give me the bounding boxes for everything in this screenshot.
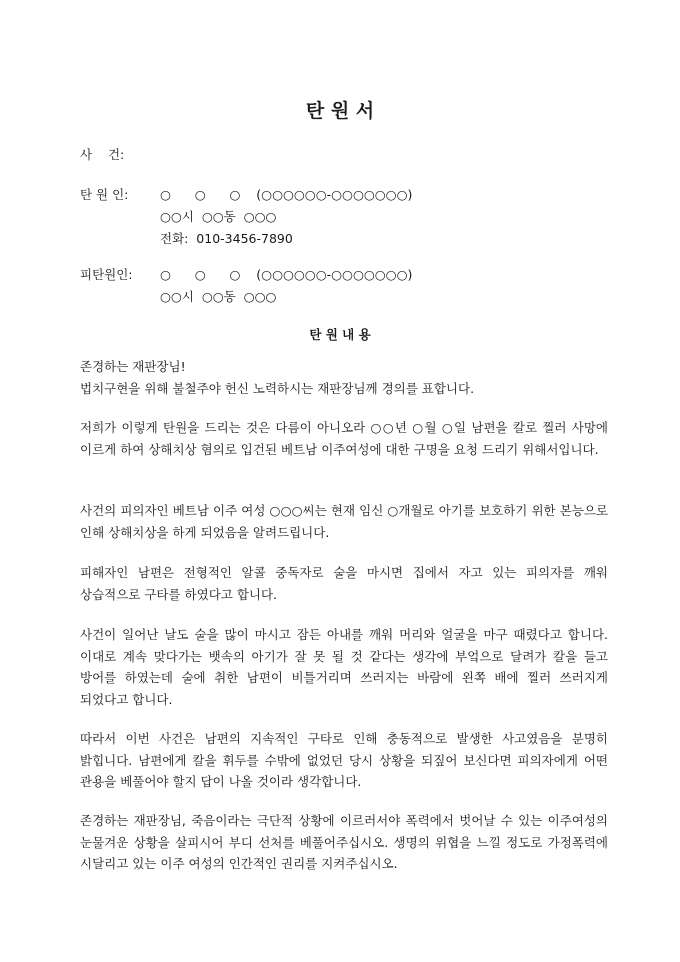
respondent-label: 피탄원인: bbox=[80, 267, 133, 282]
petitioner-phone: 전화: 010-3456-7890 bbox=[160, 231, 293, 246]
petitioner-address: ○○시 ○○동 ○○○ bbox=[160, 209, 277, 224]
case-row bbox=[80, 145, 160, 163]
petitioner-name: ○ ○ ○ (○○○○○○-○○○○○○○) bbox=[160, 187, 413, 202]
respondent-row bbox=[80, 265, 412, 283]
paragraph-purpose: 저희가 이렇게 탄원을 드리는 것은 다름이 아니오라 ○○년 ○월 ○일 남편을 칼로 찔러 사망에 이르게 하여 상해치상 혐의로 입건된 베트남 이주여성에 대한 구명을 요청 드리기 위해서입니다. bbox=[80, 420, 608, 457]
paragraph-appeal: 존경하는 재판장님, 죽음이라는 극단적 상황에 이르러서야 폭력에서 벗어날 수 있는 이주여성의 눈물겨운 상황을 살피시어 부디 선처를 베풀어주십시오. 생명의 위협을 느낄 정도로 가정폭력에 시달리고 있는 이주 여성의 인간적인 권리를 지켜주십시오. bbox=[80, 813, 608, 871]
respondent-address: ○○시 ○○동 ○○○ bbox=[160, 289, 277, 304]
paragraph-conclusion: 따라서 이번 사건은 남편의 지속적인 구타로 인해 충동적으로 발생한 사고였음을 분명히 밝힙니다. 남편에게 칼을 휘두를 수밖에 없었던 당시 상황을 되짚어 보신다면 피의자에게 어떤 관용을 베풀어야 할지 답이 나올 것이라 생각합니다. bbox=[80, 731, 608, 789]
document-title: 탄 원 서 bbox=[305, 100, 375, 122]
section-title: 탄 원 내 용 bbox=[309, 327, 371, 342]
case-label: 사 건: bbox=[80, 147, 125, 162]
paragraph-suspect: 사건의 피의자인 베트남 이주 여성 ○○○씨는 현재 임신 ○개월로 아기를 보호하기 위한 본능으로 인해 상해치상을 하게 되었음을 알려드립니다. bbox=[80, 503, 608, 540]
petitioner-row bbox=[80, 185, 412, 203]
paragraph-incident: 사건이 일어난 날도 술을 많이 마시고 잠든 아내를 깨워 머리와 얼굴을 마구 때렸다고 합니다. 이대로 계속 맞다가는 뱃속의 아기가 잘 못 될 것 같다는 생각에 부엌으로 달려가 칼을 들고 방어를 하였는데 술에 취한 남편이 비틀거리며 쓰러지는 바람에 왼쪽 배에 찔러 쓰러지게 되었다고 합니다. bbox=[80, 627, 608, 707]
paragraph-victim: 피해자인 남편은 전형적인 알콜 중독자로 술을 마시면 집에서 자고 있는 피의자를 깨워 상습적으로 구타를 하였다고 합니다. bbox=[80, 565, 608, 602]
respondent-name: ○ ○ ○ (○○○○○○-○○○○○○○) bbox=[160, 267, 413, 282]
paragraph-greeting: 존경하는 재판장님! 법치구현을 위해 불철주야 헌신 노력하시는 재판장님께 경의를 표합니다. bbox=[80, 359, 475, 396]
petitioner-label: 탄 원 인: bbox=[80, 187, 129, 202]
